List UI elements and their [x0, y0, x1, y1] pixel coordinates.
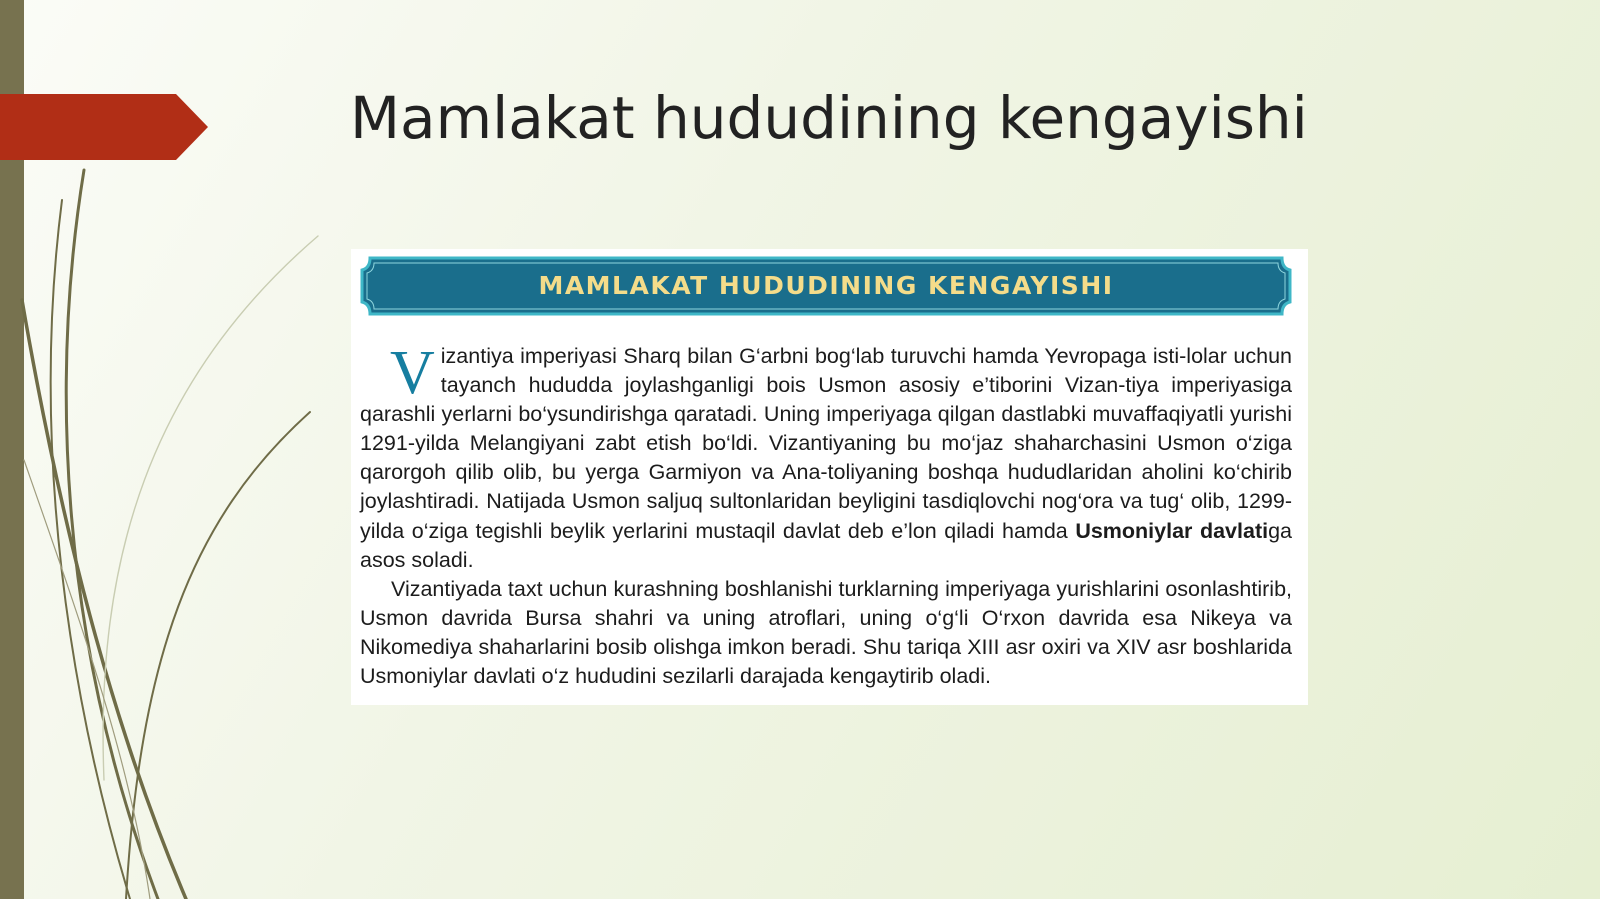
banner-title: MAMLAKAT HUDUDINING KENGAYISHI	[538, 271, 1114, 300]
paragraph-1-text: izantiya imperiyasi Sharq bilan G‘arbni bog‘lab turuvchi hamda Yevropaga isti-lolar uchun tayanch hududda joylashganligi bois Usmon asosiy e’tiborini Vizan-tiya imperiyasiga qarashli yerlarni bo‘ysundirishga qaratadi. Uning imperiyaga qilgan dastlabki muvaffaqiyatli yurishi 1291-yilda Melangiyani zabt etish bo‘ldi. Vizantiyaning bu mo‘jaz shaharchasini Usmon o‘ziga qarorgoh qilib olib, bu yerga Garmiyon va Ana-toliyaning boshqa hududlaridan aholini ko‘chirib joylashtiradi. Natijada Usmon saljuq sultonlaridan beyligini tasdiqlovchi nog‘ora va tug‘ olib, 1299-yilda o‘ziga tegishli beylik yerlarini mustaqil davlat deb e’lon qiladi hamda	[360, 344, 1292, 543]
paragraph-1-end: ga asos soladi.	[360, 518, 1292, 572]
dropcap-letter: V	[390, 339, 435, 407]
slide-title: Mamlakat hududining kengayishi	[350, 84, 1308, 152]
textbook-excerpt	[351, 249, 1308, 705]
paragraph-2: Vizantiyada taxt uchun kurashning boshlanishi turklarning imperiyaga yurishlarini osonlashtirib, Usmon davrida Bursa shahri va uning atroflari, uning o‘g‘li O‘rxon davrida esa Nikeya va Nikomediya shaharlarini bosib olishga imkon beradi. Shu tariqa XIII asr oxiri va XIV asr boshlarida Usmoniylar davlati o‘z hududini sezilarli darajada kengaytirib oladi.	[360, 576, 1292, 689]
excerpt-body	[360, 339, 1292, 691]
paragraph-1	[360, 339, 1292, 575]
section-banner	[360, 256, 1292, 316]
title-arrow-marker	[0, 94, 208, 160]
paragraph-1-bold-term: Usmoniylar davlati	[1075, 518, 1269, 543]
